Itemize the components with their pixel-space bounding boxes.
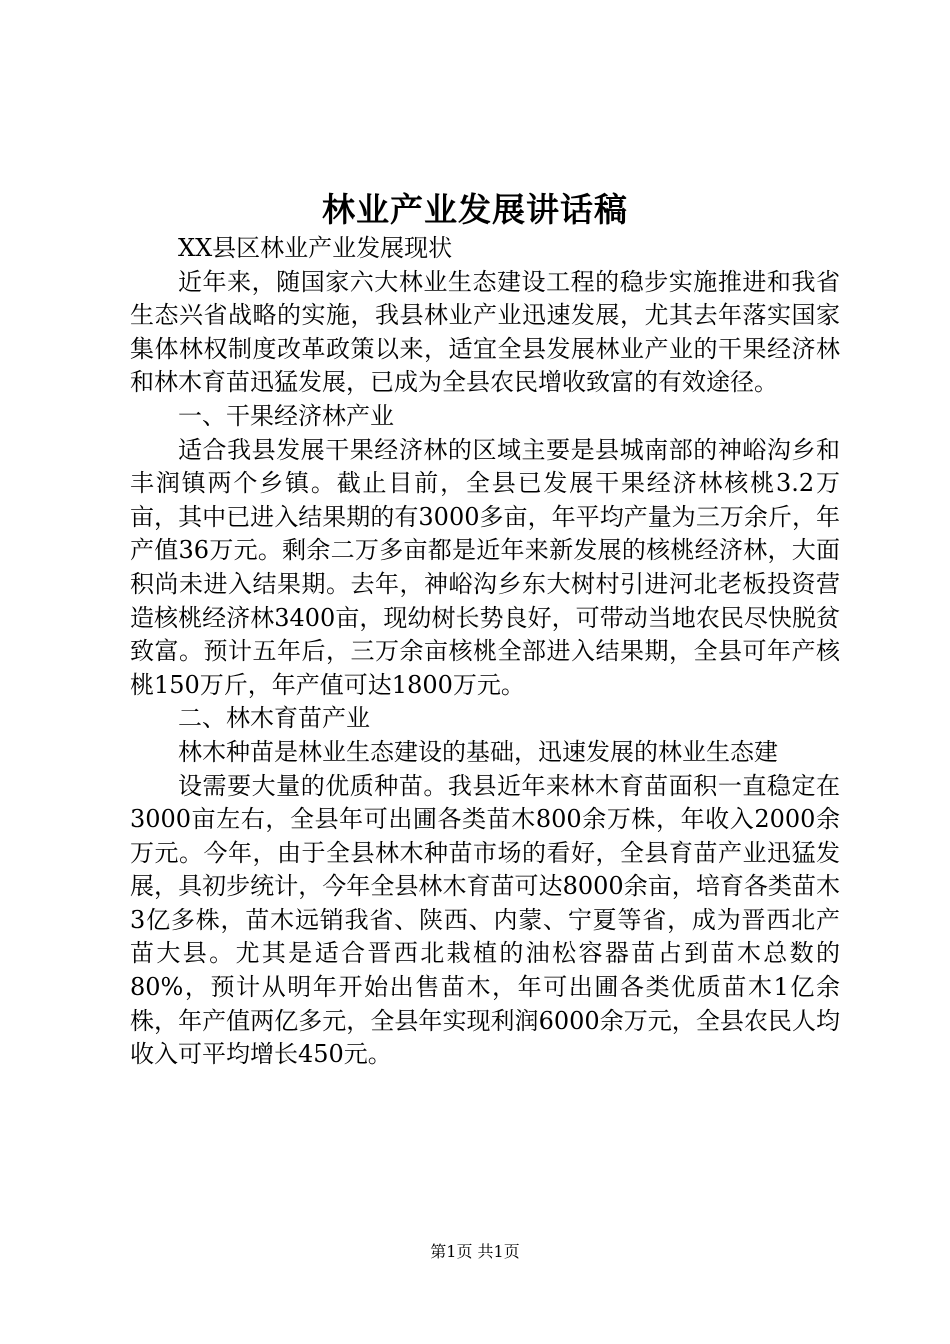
document-title: 林业产业发展讲话稿: [322, 190, 628, 229]
section2-first-line: 林木种苗是林业生态建设的基础，迅速发展的林业生态建: [178, 737, 778, 766]
section1-paragraph: 适合我县发展干果经济林的区域主要是县城南部的神峪沟乡和丰润镇两个乡镇。截止目前，全县已发展干果经济林核桃3.2万亩，其中已进入结果期的有3000多亩，年平均产量为三万余斤，年产值36万元。剩余二万多亩都是近年来新发展的核桃经济林，大面积尚未进入结果期。去年，神峪沟乡东大树村引进河北老板投资营造核桃经济林3400亩，现幼树长势良好，可带动当地农民尽快脱贫致富。预计五年后，三万余亩核桃全部进入结果期，全县可年产核桃150万斤，年产值可达1800万元。: [130, 435, 840, 699]
page-footer: 第1页 共1页: [430, 1242, 520, 1261]
section-heading: XX县区林业产业发展现状: [178, 234, 453, 262]
section2-heading: 二、林木育苗产业: [178, 704, 370, 733]
intro-paragraph: 近年来，随国家六大林业生态建设工程的稳步实施推进和我省生态兴省战略的实施，我县林业产业迅速发展，尤其去年落实国家集体林权制度改革政策以来，适宜全县发展林业产业的干果经济林和林木育苗迅猛发展，已成为全县农民增收致富的有效途径。: [130, 267, 840, 397]
section1-heading: 一、干果经济林产业: [178, 401, 394, 430]
section2-paragraph: 设需要大量的优质种苗。我县近年来林木育苗面积一直稳定在3000亩左右，全县年可出圃各类苗木800余万株，年收入2000余万元。今年，由于全县林木种苗市场的看好，全县育苗产业迅猛发展，具初步统计，今年全县林木育苗可达8000余亩，培育各类苗木3亿多株，苗木远销我省、陕西、内蒙、宁夏等省，成为晋西北产苗大县。尤其是适合晋西北栽植的油松容器苗占到苗木总数的80%，预计从明年开始出售苗木，年可出圃各类优质苗木1亿余株，年产值两亿多元，全县年实现利润6000余万元，全县农民人均收入可平均增长450元。: [130, 771, 840, 1069]
document-body: [130, 232, 840, 1072]
